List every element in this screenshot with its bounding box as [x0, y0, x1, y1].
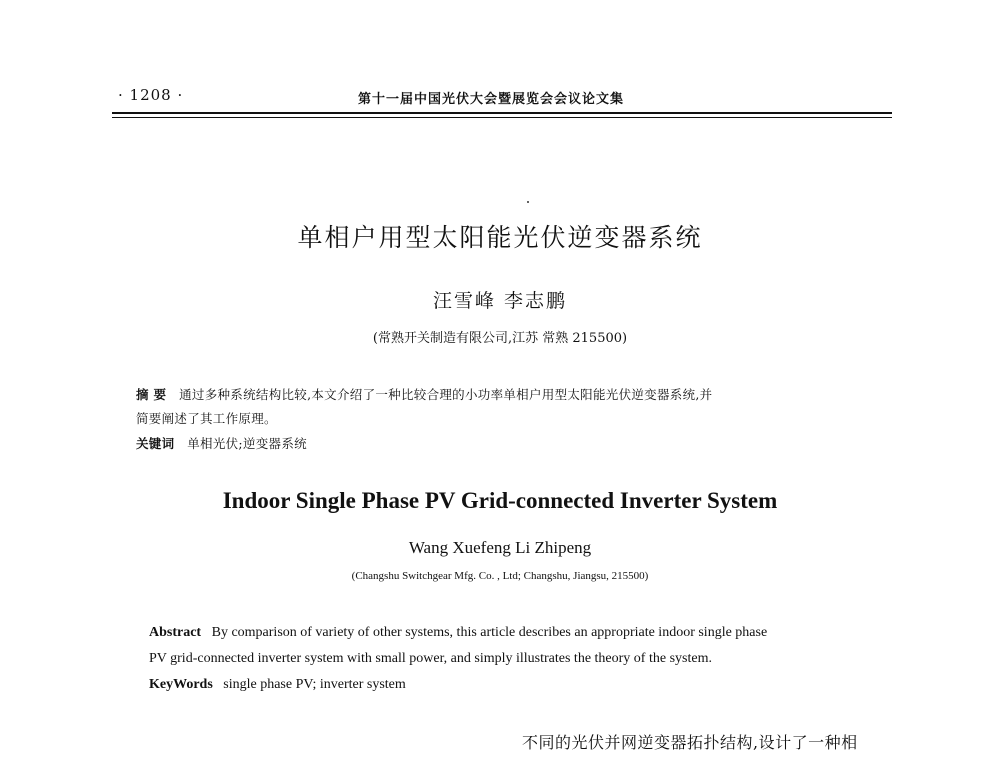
english-title: Indoor Single Phase PV Grid-connected Inverter System	[222, 488, 778, 513]
english-authors: Wang Xuefeng Li Zhipeng	[408, 538, 592, 557]
scan-speck	[527, 201, 529, 203]
header-rule-thin	[112, 117, 892, 118]
english-keywords-label: KeyWords	[149, 677, 213, 692]
running-title: 第十一届中国光伏大会暨展览会会议论文集	[358, 92, 625, 107]
english-abstract-line-2: PV grid-connected inverter system with small power, and simply illustrates the theory of the system.	[149, 651, 712, 666]
header-rule-thick	[112, 112, 892, 114]
chinese-title: 单相户用型太阳能光伏逆变器系统	[297, 223, 703, 252]
english-abstract-line-1	[149, 625, 767, 641]
chinese-abstract-label: 摘 要	[136, 387, 167, 402]
english-keywords: single phase PV; inverter system	[223, 677, 406, 692]
page-number: · 1208 ·	[118, 86, 184, 104]
english-affiliation: (Changshu Switchgear Mfg. Co. , Ltd; Changshu, Jiangsu, 215500)	[351, 570, 649, 582]
chinese-keywords: 单相光伏;逆变器系统	[187, 436, 307, 451]
chinese-abstract-line-1	[136, 385, 712, 403]
chinese-abstract-line-2: 简要阐述了其工作原理。	[136, 411, 277, 426]
chinese-authors: 汪雪峰 李志鹏	[432, 290, 568, 312]
english-abstract-label: Abstract	[149, 625, 202, 640]
chinese-keywords-line	[136, 434, 307, 452]
chinese-affiliation: (常熟开关制造有限公司,江苏 常熟 215500)	[372, 331, 628, 346]
english-abstract-text-1: By comparison of variety of other systems, this article describes an appropriate indoor single phase	[211, 625, 768, 640]
chinese-keywords-label: 关键词	[136, 436, 175, 451]
chinese-abstract-text-1: 通过多种系统结构比较,本文介绍了一种比较合理的小功率单相户用型太阳能光伏逆变器系统,并	[179, 387, 713, 402]
english-keywords-line	[149, 677, 406, 693]
body-text-partial-line: 不同的光伏并网逆变器拓扑结构,设计了一种相	[522, 733, 858, 752]
